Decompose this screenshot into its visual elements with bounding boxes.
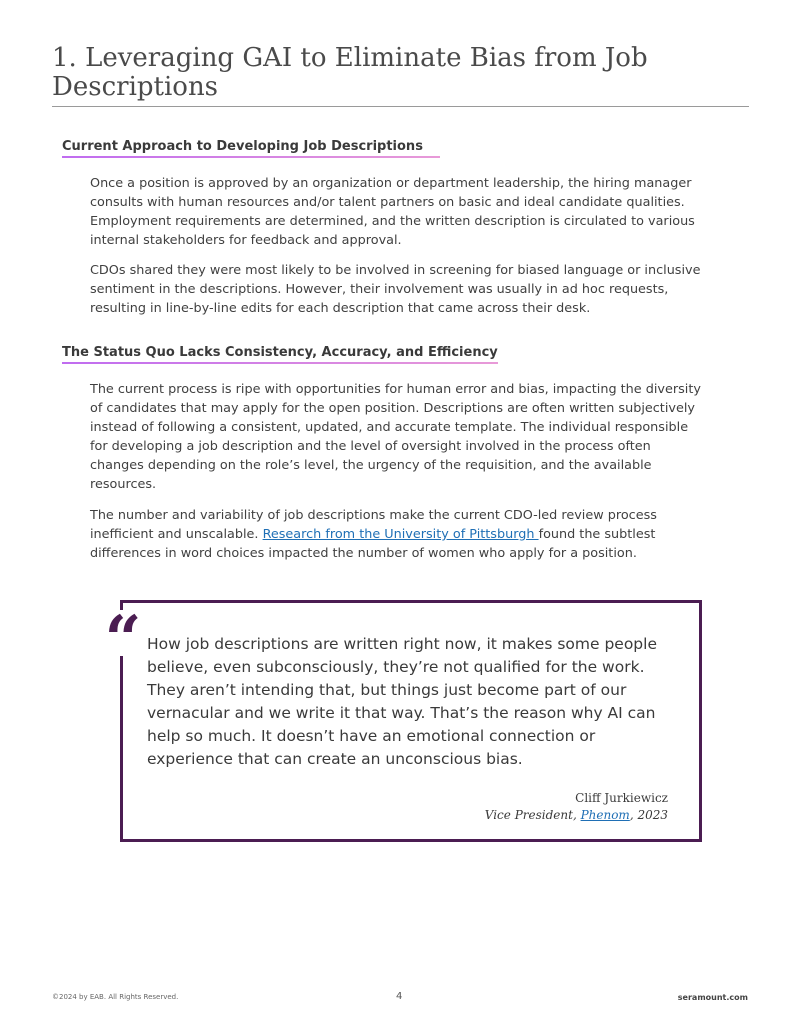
quote-author: Cliff Jurkiewicz	[575, 791, 668, 805]
footer-site: seramount.com	[677, 993, 748, 1002]
section-heading-current-approach: Current Approach to Developing Job Descriptions	[62, 139, 423, 154]
phenom-link[interactable]: Phenom	[580, 808, 630, 822]
page-title: 1. Leveraging GAI to Eliminate Bias from Job Descriptions	[52, 43, 648, 102]
footer-copyright: ©2024 by EAB. All Rights Reserved.	[52, 993, 179, 1001]
role-suffix: , 2023	[629, 808, 668, 822]
research-link[interactable]: Research from the University of Pittsburgh	[262, 527, 539, 542]
paragraph-hiring-process: Once a position is approved by an organization or department leadership, the hiring manager consults with human resources and/or talent partners on basic and ideal candidate qualities. Employment requirements are determined, and the written description is circulated to various internal stakeholders for feedback and approval.	[90, 176, 695, 248]
paragraph-research	[90, 506, 702, 563]
research-text-after: found the subtlest differences in word choices impacted the number of women who apply for a position.	[90, 527, 656, 561]
section-underline-status-quo	[62, 362, 498, 364]
paragraph-human-error: The current process is ripe with opportunities for human error and bias, impacting the diversity of candidates that may apply for the open position. Descriptions are often written subjectively instead of following a consistent, updated, and accurate template. The individual responsible for developing a job description and the level of oversight involved in the process often changes depending on the role’s level, the urgency of the requisition, and the available resources.	[90, 382, 701, 492]
footer-page-number: 4	[396, 991, 403, 1002]
quotation-mark-icon: “	[100, 610, 146, 656]
paragraph-cdo-involvement: CDOs shared they were most likely to be involved in screening for biased language or inclusive sentiment in the descriptions. However, their involvement was usually in ad hoc requests, resulting in line-by-line edits for each description that came across their desk.	[90, 263, 701, 316]
quote-author-role	[485, 808, 668, 822]
title-divider	[52, 106, 749, 107]
quote-text: How job descriptions are written right now, it makes some people believe, even subconsciously, they’re not qualified for the work. They aren’t intending that, but things just become part of our vernacular and we write it that way. That’s the reason why AI can help so much. It doesn’t have an emotional connection or experience that can create an unconscious bias.	[147, 635, 657, 768]
research-text-before: The number and variability of job descriptions make the current CDO-led review process inefficient and unscalable.	[90, 508, 657, 542]
section-underline-current-approach	[62, 156, 440, 158]
role-prefix: Vice President,	[484, 808, 581, 822]
section-heading-status-quo: The Status Quo Lacks Consistency, Accuracy, and Efficiency	[62, 345, 498, 360]
